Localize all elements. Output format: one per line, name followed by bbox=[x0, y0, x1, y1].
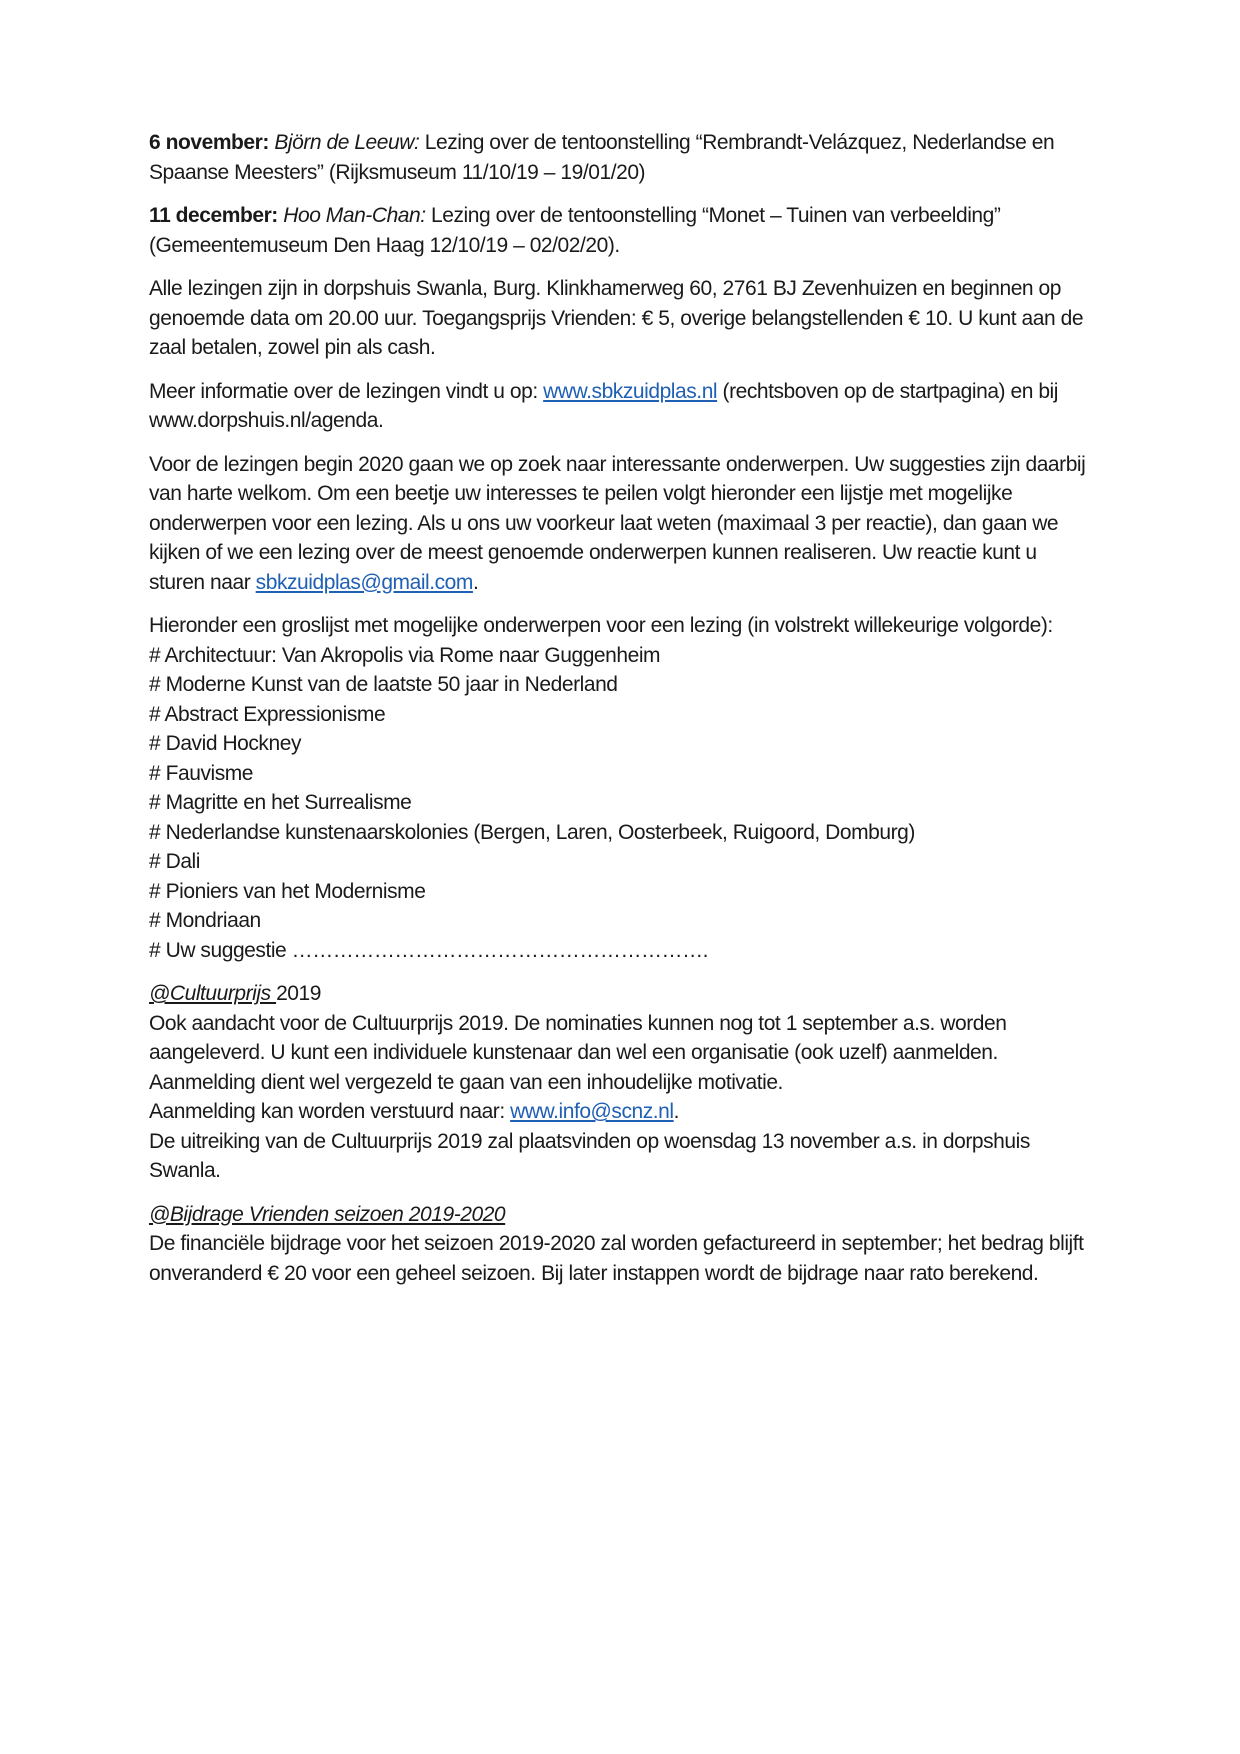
bijdrage-section bbox=[149, 1200, 1089, 1289]
topic-item: # Dali bbox=[149, 850, 200, 873]
topic-item: # Mondriaan bbox=[149, 909, 261, 932]
suggestions-text-after: . bbox=[472, 570, 479, 594]
topic-item: # Fauvisme bbox=[149, 761, 254, 785]
more-info-text: Meer informatie over de lezingen vindt u op: bbox=[149, 379, 544, 403]
sbkzuidplas-website-link[interactable]: www.sbkzuidplas.nl bbox=[543, 379, 718, 403]
topic-item: # Magritte en het Surrealisme bbox=[149, 791, 412, 814]
topic-item: # David Hockney bbox=[149, 732, 301, 755]
lecture-description: Lezing over de tentoonstelling “Rembrandt-Velázquez, Nederlandse en Spaanse Meesters” (Rijksmuseum 11/10/19 – 19/01/20) bbox=[149, 131, 1055, 184]
topic-item: # Moderne Kunst van de laatste 50 jaar in Nederland bbox=[149, 673, 618, 696]
topics-intro: Hieronder een groslijst met mogelijke onderwerpen voor een lezing (in volstrekt willekeurige volgorde): bbox=[149, 614, 1053, 637]
document-page bbox=[149, 128, 1089, 1302]
bijdrage-heading bbox=[149, 1200, 1089, 1230]
more-info-text-after: (rechtsboven op de startpagina) en bij www.dorpshuis.nl/agenda. bbox=[149, 379, 1058, 432]
lecture-speaker: Hoo Man-Chan: bbox=[283, 204, 426, 227]
topics-list bbox=[149, 611, 1089, 965]
venue-paragraph: Alle lezingen zijn in dorpshuis Swanla, Burg. Klinkhamerweg 60, 2761 BJ Zevenhuizen en beginnen op genoemde data om 20.00 uur. Toegangsprijs Vrienden: € 5, overige belangstellenden € 10. U kunt aan de zaal betalen, zowel pin als cash. bbox=[149, 277, 1084, 359]
cultuurprijs-send-after: . bbox=[673, 1100, 680, 1123]
lecture-description: Lezing over de tentoonstelling “Monet – Tuinen van verbeelding” (Gemeentemuseum Den Haag 12/10/19 – 02/02/20). bbox=[149, 204, 1001, 257]
sbkzuidplas-email-link[interactable]: sbkzuidplas@gmail.com bbox=[255, 570, 473, 594]
topic-item: # Pioniers van het Modernisme bbox=[149, 879, 426, 903]
cultuurprijs-send-text: Aanmelding kan worden verstuurd naar: bbox=[149, 1100, 511, 1123]
cultuurprijs-heading-year: 2019 bbox=[276, 982, 321, 1005]
suggestions-paragraph bbox=[149, 450, 1089, 598]
cultuurprijs-heading bbox=[149, 979, 1089, 1009]
cultuurprijs-heading-tag: @Cultuurprijs bbox=[149, 982, 277, 1005]
topic-item: # Architectuur: Van Akropolis via Rome naar Guggenheim bbox=[149, 643, 661, 667]
topic-item: # Nederlandse kunstenaarskolonies (Bergen, Laren, Oosterbeek, Ruigoord, Domburg) bbox=[149, 820, 915, 844]
scnz-email-link[interactable]: www.info@scnz.nl bbox=[510, 1100, 674, 1123]
bijdrage-heading-text: @Bijdrage Vrienden seizoen 2019-2020 bbox=[149, 1202, 506, 1226]
cultuurprijs-ceremony: De uitreiking van de Cultuurprijs 2019 zal plaatsvinden op woensdag 13 november a.s. in dorpshuis Swanla. bbox=[149, 1129, 1030, 1182]
lecture-entry bbox=[149, 128, 1089, 187]
suggestions-text: Voor de lezingen begin 2020 gaan we op zoek naar interessante onderwerpen. Uw suggesties zijn daarbij van harte welkom. Om een beetje uw interesses te peilen volgt hieronder een lijstje met mogelijke onderwerpen voor een lezing. Als u ons uw voorkeur laat weten (maximaal 3 per reactie), dan gaan we kijken of we een lezing over de meest genoemde onderwerpen kunnen realiseren. Uw reactie kunt u sturen naar bbox=[149, 452, 1086, 594]
bijdrage-body: De financiële bijdrage voor het seizoen 2019-2020 zal worden gefactureerd in september; het bedrag blijft onveranderd € 20 voor een geheel seizoen. Bij later instappen wordt de bijdrage naar rato berekend. bbox=[149, 1232, 1084, 1285]
lecture-date: 6 november: bbox=[149, 131, 269, 154]
cultuurprijs-send bbox=[149, 1097, 1089, 1127]
topic-item-suggestion: # Uw suggestie ……………………………………………………. bbox=[149, 938, 709, 962]
lecture-entry bbox=[149, 201, 1089, 260]
lecture-speaker: Björn de Leeuw: bbox=[274, 131, 420, 154]
more-info-paragraph bbox=[149, 377, 1089, 436]
cultuurprijs-body: Ook aandacht voor de Cultuurprijs 2019. De nominaties kunnen nog tot 1 september a.s. worden aangeleverd. U kunt een individuele kunstenaar dan wel een organisatie (ook uzelf) aanmelden. Aanmelding dient wel vergezeld te gaan van een inhoudelijke motivatie. bbox=[149, 1011, 1007, 1094]
cultuurprijs-section bbox=[149, 979, 1089, 1186]
lecture-date: 11 december: bbox=[149, 204, 278, 227]
topic-item: # Abstract Expressionisme bbox=[149, 702, 386, 726]
